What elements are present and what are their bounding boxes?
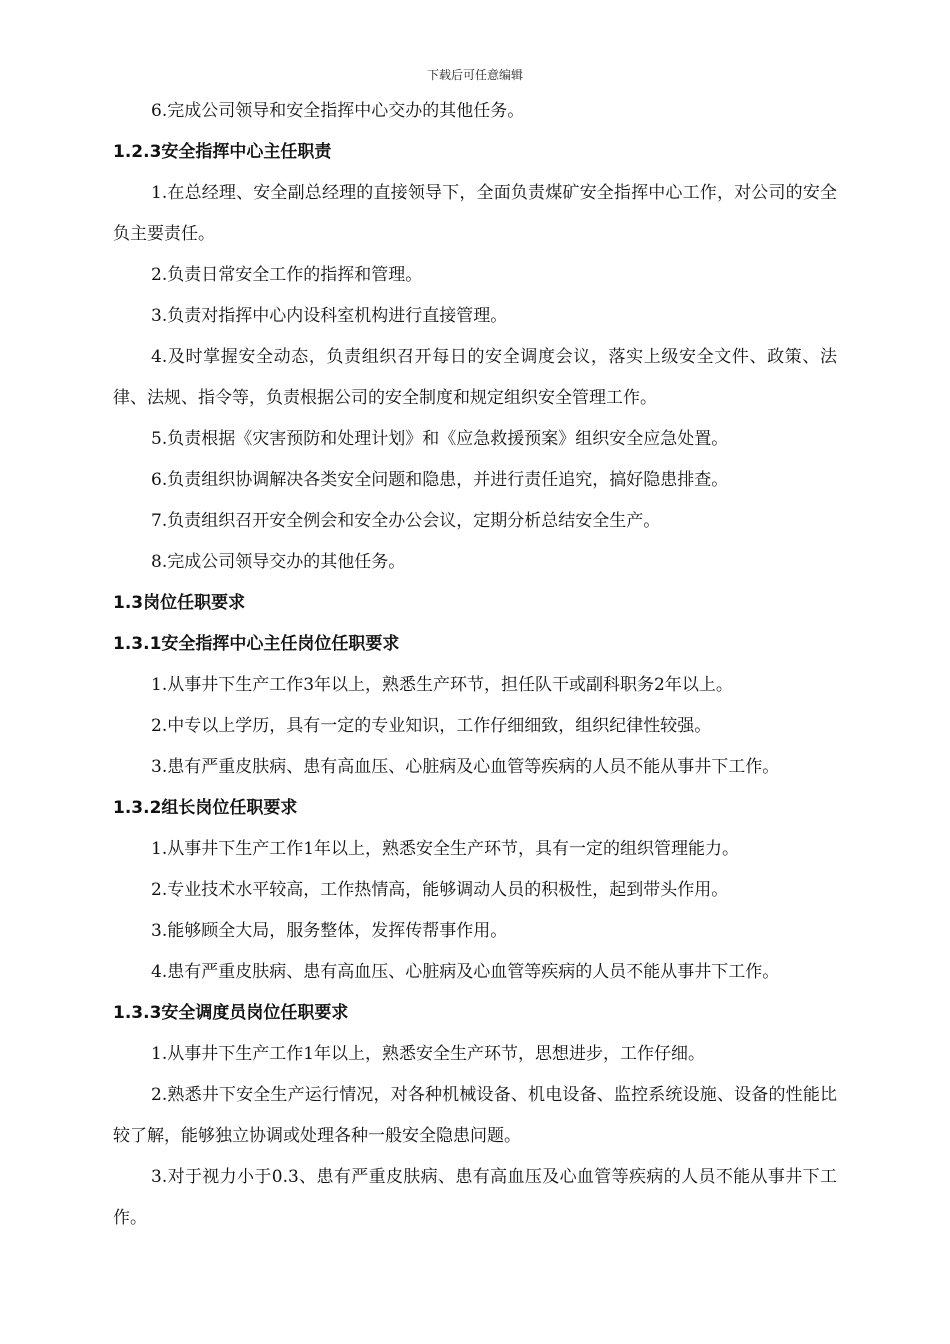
paragraph: 2.中专以上学历，具有一定的专业知识，工作仔细细致，组织纪律性较强。 [151, 716, 712, 736]
paragraph: 8.完成公司领导交办的其他任务。 [151, 552, 406, 572]
paragraph: 4.及时掌握安全动态，负责组织召开每日的安全调度会议，落实上级安全文件、政策、法律、法规、指令等，负责根据公司的安全制度和规定组织安全管理工作。 [113, 347, 837, 408]
header-note: 下载后可任意编辑 [426, 68, 523, 82]
paragraph: 1.从事井下生产工作1年以上，熟悉安全生产环节，具有一定的组织管理能力。 [151, 839, 740, 859]
section-heading: 1.2.3安全指挥中心主任职责 [113, 142, 332, 162]
section-heading: 1.3.1安全指挥中心主任岗位任职要求 [113, 634, 400, 654]
paragraph: 3.负责对指挥中心内设科室机构进行直接管理。 [151, 306, 508, 326]
section-heading: 1.3.2组长岗位任职要求 [113, 798, 298, 818]
document-body [113, 91, 837, 1239]
paragraph: 1.从事井下生产工作3年以上，熟悉生产环节，担任队干或副科职务2年以上。 [151, 675, 733, 695]
section-heading: 1.3.3安全调度员岗位任职要求 [113, 1003, 349, 1023]
paragraph: 4.患有严重皮肤病、患有高血压、心脏病及心血管等疾病的人员不能从事井下工作。 [151, 962, 780, 982]
paragraph: 3.患有严重皮肤病、患有高血压、心脏病及心血管等疾病的人员不能从事井下工作。 [151, 757, 780, 777]
paragraph: 1.在总经理、安全副总经理的直接领导下，全面负责煤矿安全指挥中心工作，对公司的安全负主要责任。 [113, 183, 837, 244]
paragraph: 7.负责组织召开安全例会和安全办公会议，定期分析总结安全生产。 [151, 511, 661, 531]
paragraph: 6.负责组织协调解决各类安全问题和隐患，并进行责任追究，搞好隐患排查。 [151, 470, 729, 490]
paragraph: 2.熟悉井下安全生产运行情况，对各种机械设备、机电设备、监控系统设施、设备的性能比较了解，能够独立协调或处理各种一般安全隐患问题。 [113, 1085, 837, 1146]
paragraph: 2.专业技术水平较高，工作热情高，能够调动人员的积极性，起到带头作用。 [151, 880, 729, 900]
paragraph: 2.负责日常安全工作的指挥和管理。 [151, 265, 423, 285]
paragraph: 5.负责根据《灾害预防和处理计划》和《应急救援预案》组织安全应急处置。 [151, 429, 729, 449]
paragraph: 3.对于视力小于0.3、患有严重皮肤病、患有高血压及心血管等疾病的人员不能从事井下工作。 [113, 1167, 837, 1228]
paragraph: 1.从事井下生产工作1年以上，熟悉安全生产环节，思想进步，工作仔细。 [151, 1044, 706, 1064]
paragraph: 3.能够顾全大局，服务整体，发挥传帮事作用。 [151, 921, 508, 941]
paragraph: 6.完成公司领导和安全指挥中心交办的其他任务。 [151, 101, 525, 121]
section-heading: 1.3岗位任职要求 [113, 593, 246, 613]
